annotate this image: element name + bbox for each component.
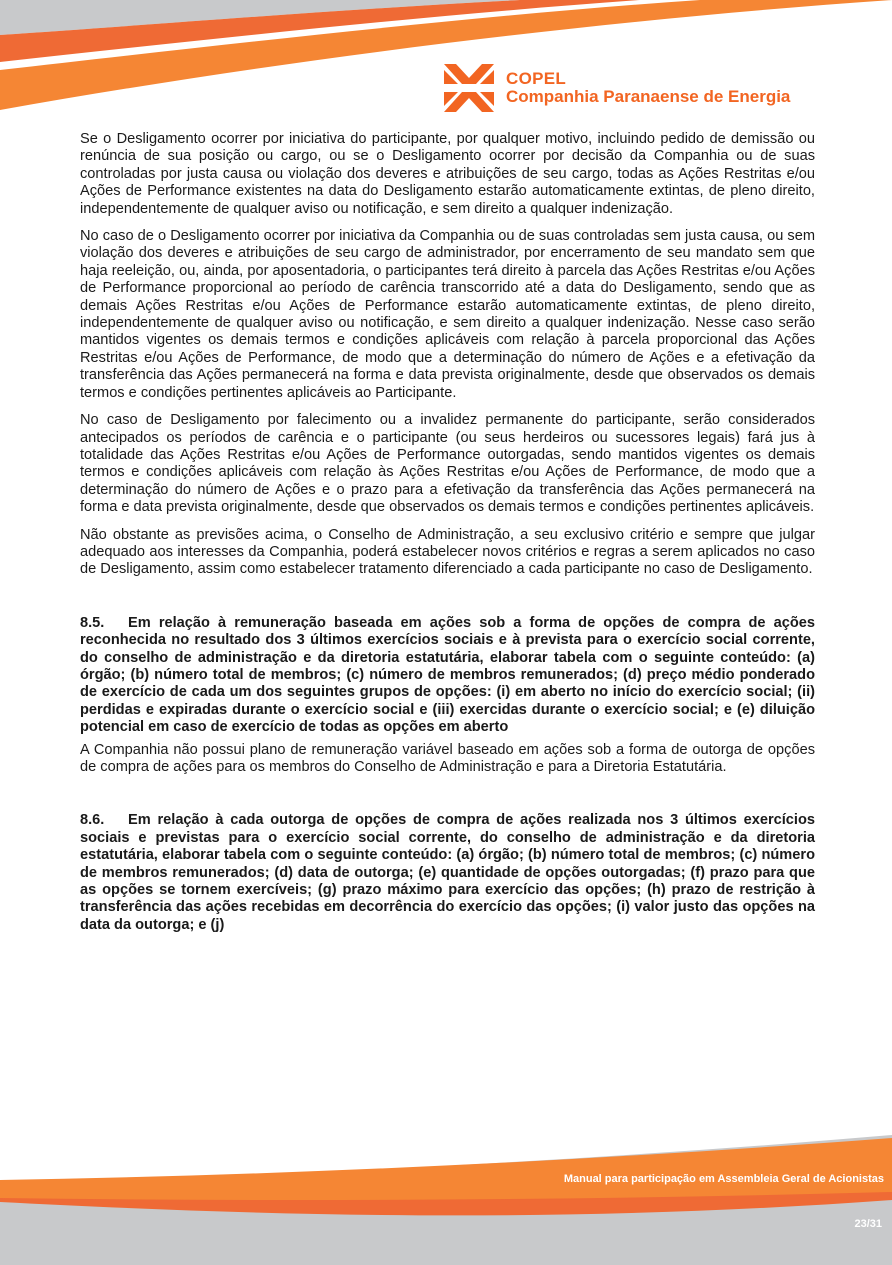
document-body: [80, 131, 815, 939]
section-heading-8-6: [80, 812, 815, 934]
footer-title: Manual para participação em Assembleia Geral de Acionistas: [563, 1173, 884, 1185]
section-heading-text: Em relação à remuneração baseada em ações sob a forma de opções de compra de ações reconhecida no resultado dos 3 últimos exercícios sociais e à prevista para o exercício social corrente, do conselho de administração e da diretoria estatutária, elaborar tabela com o seguinte conteúdo: (a) órgão; (b) número total de membros; (c) número de membros remunerados; (d) preço médio ponderado de exercício de cada um dos seguintes grupos de opções: (i) em aberto no início do exercício social; (ii) perdidas e expiradas durante o exercício social e (iii) exercidas durante o exercício social; e (e) diluição potencial em caso de exercício de todas as opções em aberto: [80, 614, 815, 736]
paragraph: No caso de o Desligamento ocorrer por iniciativa da Companhia ou de suas controladas sem justa causa, ou sem violação dos deveres e atribuições de seu cargo de administrador, por encerramento de seu mandato sem que haja reeleição, ou, ainda, por aposentadoria, o participantes terá direito à parcela das Ações Restritas e/ou Ações de Performance proporcional ao período de carência transcorrido até a data do Desligamento, sendo que as demais Ações Restritas e/ou Ações de Performance estarão automaticamente extintas, de pleno direito, independentemente de qualquer aviso ou notificação, e sem direito a qualquer indenização. Nesse caso serão mantidos vigentes os demais termos e condições aplicáveis com relação à parcela proporcional das Ações Restritas e/ou Ações de Performance, de modo que a determinação do número de Ações e a efetivação da transferência das Ações permanecerá na forma e data prevista originalmente, desde que observados os demais termos e condições pertinentes aplicáveis ao Participante.: [80, 228, 815, 401]
copel-logo: [444, 64, 790, 112]
paragraph: A Companhia não possui plano de remuneração variável baseado em ações sob a forma de outorga de opções de compra de ações para os membros do Conselho de Administração e para a Diretoria Estatutária.: [80, 741, 815, 775]
logo-name: COPEL: [506, 69, 567, 88]
section-number: 8.5.: [80, 614, 105, 631]
section-heading-text: Em relação à cada outorga de opções de compra de ações realizada nos 3 últimos exercícios sociais e previstas para o exercício social corrente, do conselho de administração e da diretoria estatutária, elaborar tabela com o seguinte conteúdo: (a) órgão; (b) número total de membros; (c) número de membros remunerados; (d) data de outorga; (e) quantidade de opções outorgadas; (f) prazo para que as opções se tornem exercíveis; (g) prazo máximo para exercício das opções; (h) prazo de restrição à transferência das ações recebidas em decorrência do exercício das opções; (i) valor justo das opções na data da outorga; e (j): [80, 812, 815, 933]
logo-subtitle: Companhia Paranaense de Energia: [506, 87, 791, 106]
paragraph: Se o Desligamento ocorrer por iniciativa do participante, por qualquer motivo, incluindo pedido de demissão ou renúncia de sua posição ou cargo, ou se o Desligamento ocorrer por decisão da Companhia ou de suas controladas por justa causa ou violação dos deveres e atribuições de seu cargo, todas as Ações Restritas e/ou Ações de Performance existentes na data do Desligamento estarão automaticamente extintas, de pleno direito, independentemente de qualquer aviso ou notificação, e sem direito a qualquer indenização.: [80, 131, 815, 217]
section-number: 8.6.: [80, 812, 105, 829]
paragraph: No caso de Desligamento por falecimento ou a invalidez permanente do participante, serão considerados antecipados os períodos de carência e o participante (ou seus herdeiros ou sucessores legais) fará jus à totalidade das Ações Restritas e/ou Ações de Performance outorgadas, sendo mantidos vigentes os demais termos e condições aplicáveis com relação às Ações Restritas e/ou Ações de Performance, de modo que a determinação do número de Ações e o prazo para a efetivação da transferência das Ações permanecerá na forma e data prevista originalmente, desde que observados os demais termos e condições pertinentes aplicáveis.: [80, 412, 815, 516]
paragraph: Não obstante as previsões acima, o Conselho de Administração, a seu exclusivo critério e sempre que julgar adequado aos interesses da Companhia, poderá estabelecer novos critérios e regras a serem aplicados no caso de Desligamento, assim como estabelecer tratamento diferenciado a cada participante no caso de Desligamento.: [80, 526, 815, 578]
page-number: 23/31: [854, 1218, 882, 1230]
section-heading-8-5: [80, 615, 815, 737]
copel-logo-icon: [444, 64, 494, 112]
footer-decoration: [0, 1130, 892, 1265]
